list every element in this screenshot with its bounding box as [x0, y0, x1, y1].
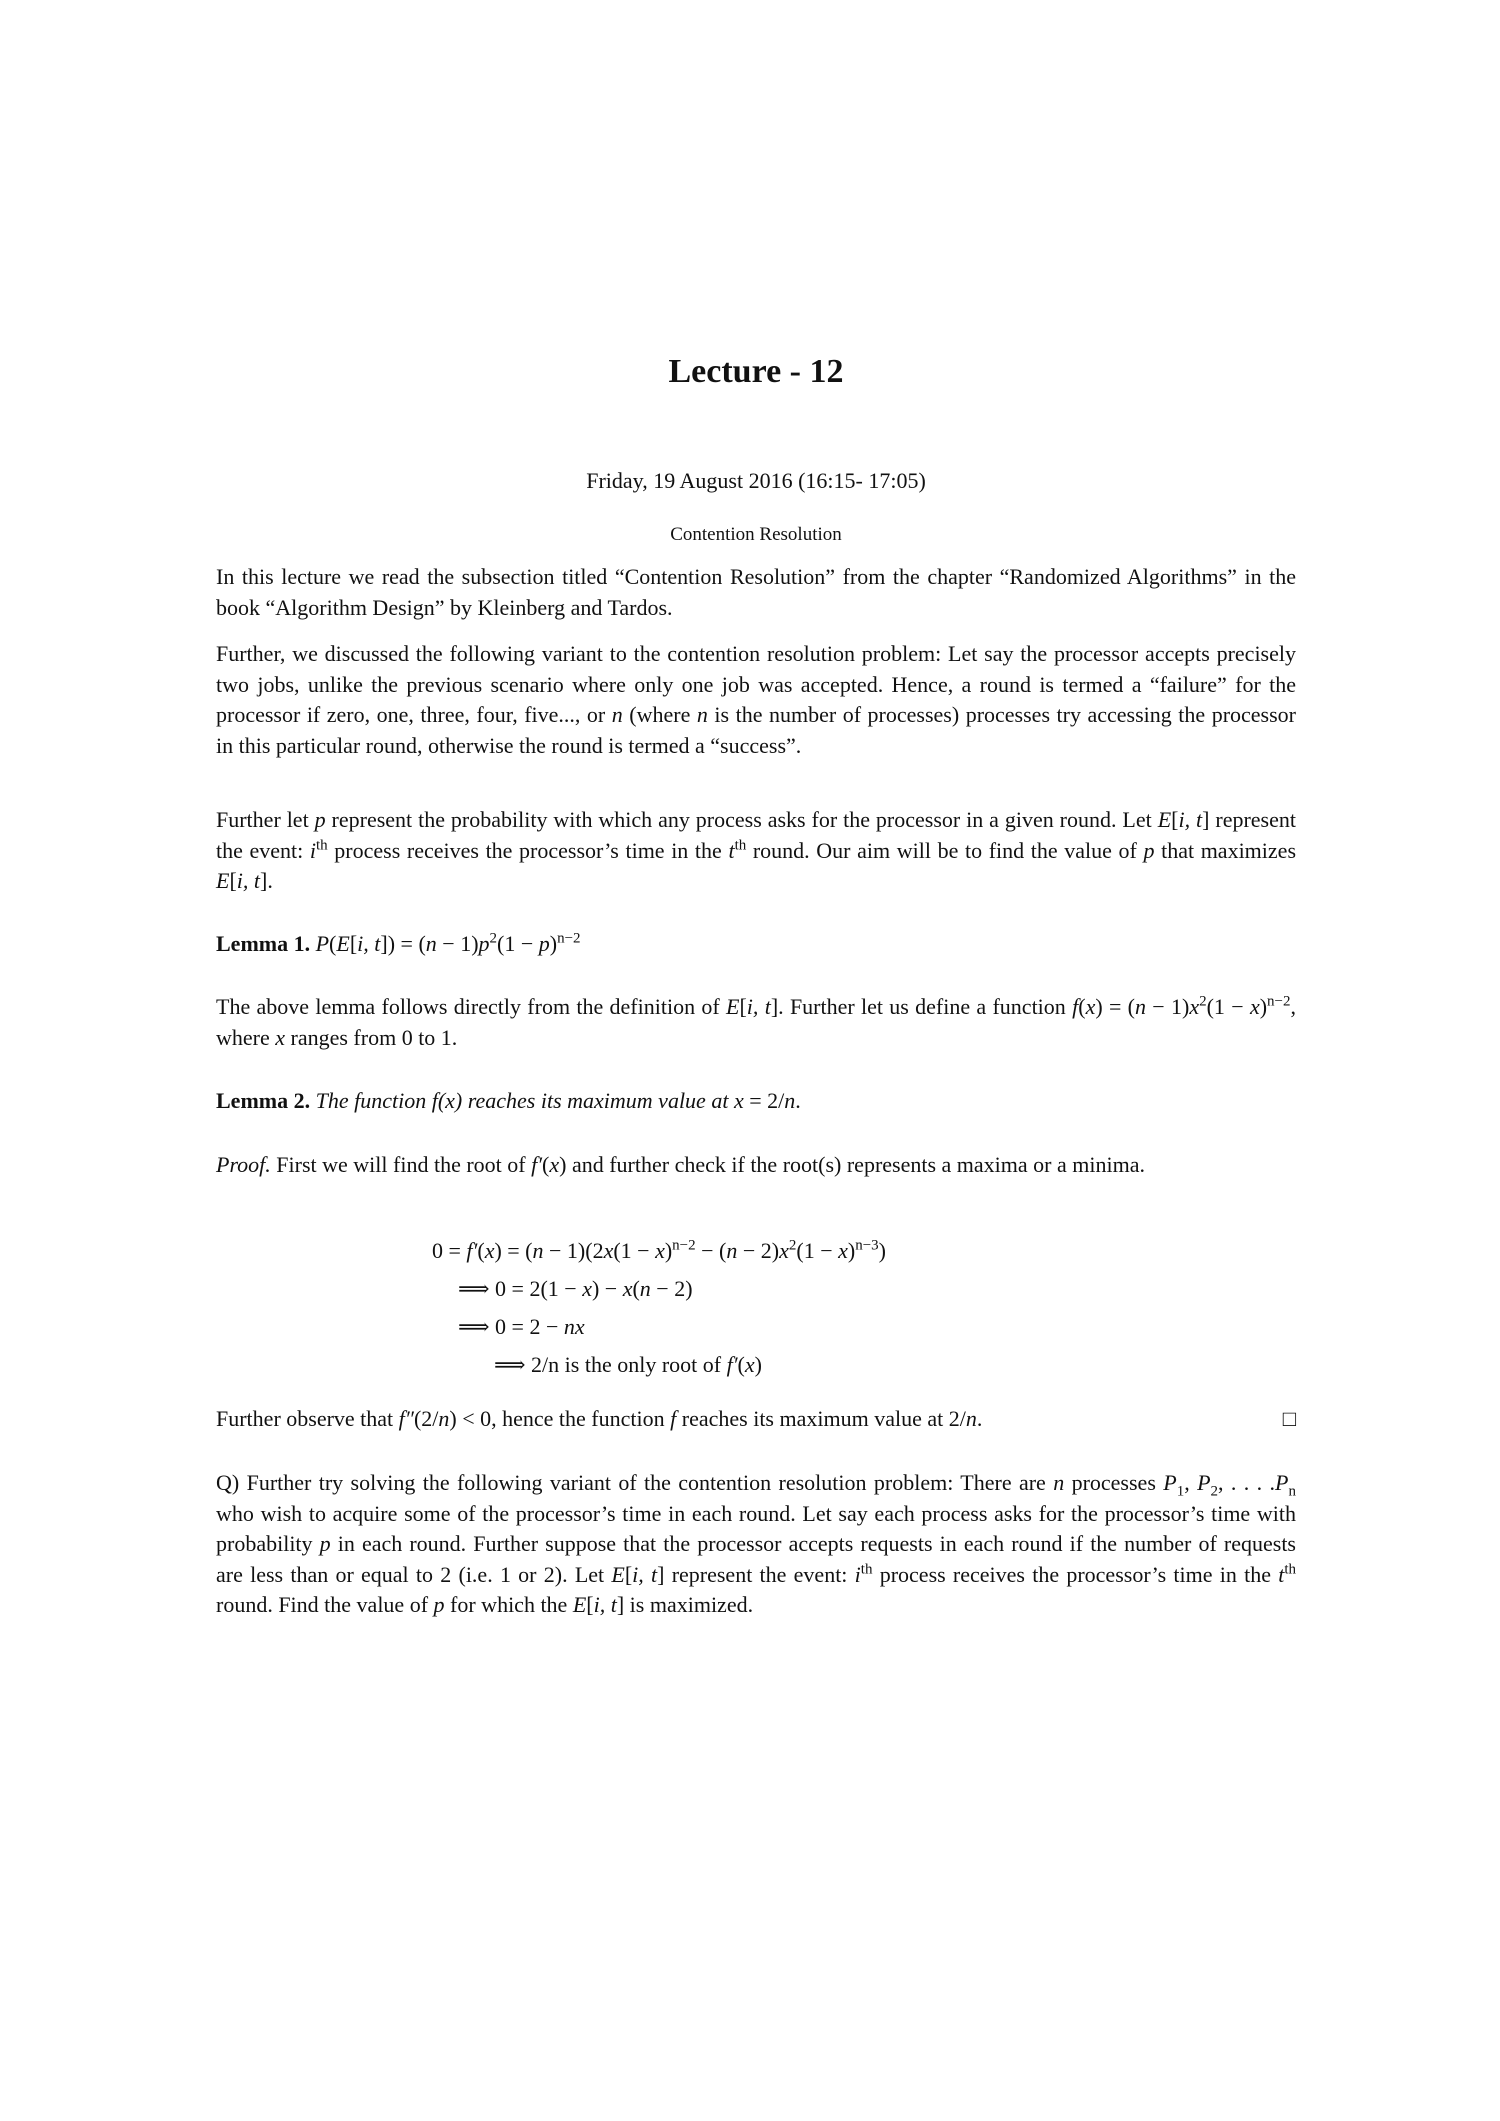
math-symbol: n: [438, 1406, 450, 1431]
math-symbol: p: [433, 1592, 445, 1617]
math-symbol: x: [838, 1238, 848, 1263]
math-symbol: i, t: [746, 994, 771, 1019]
text-segment: Lemma 2.: [216, 1088, 311, 1113]
math-symbol: x: [655, 1238, 665, 1263]
math-symbol: x: [1189, 994, 1200, 1019]
math-symbol: f″: [398, 1406, 414, 1431]
math-symbol: E: [572, 1592, 587, 1617]
text-segment: ): [847, 1238, 856, 1263]
text-segment: ].: [260, 868, 273, 893]
text-segment: ]) = (: [380, 931, 426, 956]
equation-line-1: [432, 1236, 886, 1266]
qed-icon: □: [1282, 1406, 1296, 1431]
proof-conclusion: [216, 1404, 1296, 1435]
text-segment: ) −: [591, 1276, 623, 1301]
math-symbol: n: [965, 1406, 977, 1431]
math-symbol: x: [445, 1088, 455, 1113]
text-segment: .: [976, 1406, 983, 1431]
text-segment: ⟹ 0 = 2 −: [458, 1314, 564, 1339]
text-segment: ) < 0, hence the function: [449, 1406, 671, 1431]
math-symbol: n: [611, 702, 623, 727]
text-segment: (1 −: [497, 931, 539, 956]
text-segment: ⟹ 0 = 2(1 −: [458, 1276, 583, 1301]
text-segment: ]. Further let us define a function: [770, 994, 1073, 1019]
text-segment: ] is maximized.: [616, 1592, 754, 1617]
text-segment: [: [624, 1561, 633, 1587]
math-symbol: x: [622, 1276, 633, 1301]
text-segment: ): [754, 1352, 762, 1377]
math-symbol: p: [314, 807, 326, 832]
text-segment: ,: [1184, 1470, 1198, 1495]
math-symbol: P: [315, 931, 330, 956]
text-segment: ) = (: [494, 1238, 533, 1263]
math-symbol: t: [728, 837, 735, 863]
text-segment: is the number of processes) processes try accessing the processor in this particular round, otherwise the round is termed a “success”.: [216, 702, 1296, 758]
variant-paragraph: [216, 639, 1296, 761]
text-segment: [: [349, 931, 358, 956]
text-segment: n: [1288, 1483, 1296, 1500]
text-segment: process receives the processor’s time in the: [872, 1561, 1279, 1587]
text-segment: − 2): [737, 1238, 780, 1263]
text-segment: In this lecture we read the subsection titled “Contention Resolution” from the chapter “Randomized Algorithms” in the book “Algorithm Design” by Kleinberg and Tardos.: [216, 564, 1296, 620]
text-segment: that maximizes: [1154, 837, 1297, 863]
text-segment: [: [229, 868, 237, 893]
text-segment: (: [329, 931, 337, 956]
text-segment: n−3: [855, 1237, 879, 1254]
text-segment: reaches its maximum value at 2/: [676, 1406, 966, 1431]
text-segment: Q) Further try solving the following variant of the contention resolution problem: There are: [216, 1470, 1054, 1495]
math-symbol: i, t: [632, 1561, 658, 1587]
math-symbol: x: [603, 1238, 614, 1263]
text-segment: Further observe that: [216, 1406, 399, 1431]
text-segment: 2: [1210, 1483, 1219, 1500]
text-segment: − 1)(2: [543, 1238, 604, 1263]
math-symbol: n: [696, 702, 708, 727]
text-segment: , . . . .: [1218, 1470, 1276, 1495]
text-segment: n−2: [557, 930, 581, 947]
equation-line-3: [458, 1312, 585, 1342]
text-segment: ): [664, 1238, 673, 1263]
math-symbol: x: [582, 1276, 592, 1301]
text-segment: ): [549, 931, 558, 956]
conclusion-text: [216, 1406, 982, 1431]
math-symbol: f: [670, 1406, 677, 1431]
math-symbol: x: [549, 1152, 560, 1177]
text-segment: in each round. Further suppose that the processor accepts requests in each round if the number of requests are less than or equal to 2 (i.e. 1 or 2). Let: [216, 1531, 1296, 1587]
intro-paragraph: [216, 562, 1296, 623]
text-segment: ): [1259, 994, 1268, 1019]
probability-paragraph: [216, 805, 1296, 897]
equation-line-4: [494, 1350, 762, 1380]
math-symbol: n: [1135, 994, 1146, 1019]
math-symbol: n: [1053, 1470, 1065, 1495]
text-segment: Further let: [216, 807, 315, 832]
text-segment: [: [1171, 807, 1179, 832]
text-segment: ): [878, 1238, 886, 1263]
math-symbol: f: [431, 1088, 438, 1113]
math-symbol: i: [854, 1561, 861, 1587]
text-segment: ranges from 0 to 1.: [285, 1024, 458, 1050]
math-symbol: E: [611, 1561, 625, 1587]
math-symbol: x: [1249, 994, 1260, 1019]
math-symbol: p: [538, 931, 550, 956]
lemma-1: [216, 929, 1296, 960]
equation-line-2: [458, 1274, 693, 1304]
math-symbol: p: [478, 931, 490, 956]
text-segment: − 1): [436, 931, 479, 956]
text-segment: th: [1284, 1561, 1296, 1578]
text-segment: (2/: [413, 1406, 439, 1431]
text-segment: ) = (: [1095, 994, 1135, 1019]
function-definition-paragraph: [216, 992, 1296, 1053]
math-symbol: t: [1278, 1561, 1285, 1587]
text-segment: (: [542, 1152, 550, 1177]
text-segment: Proof.: [216, 1152, 271, 1177]
math-symbol: f′: [726, 1352, 738, 1377]
text-segment: (1 −: [1206, 994, 1250, 1019]
math-symbol: n: [532, 1238, 544, 1263]
math-symbol: E: [216, 868, 230, 893]
math-symbol: nx: [563, 1314, 585, 1339]
text-segment: (: [737, 1352, 745, 1377]
math-symbol: p: [1143, 837, 1155, 863]
text-segment: (: [477, 1238, 485, 1263]
text-segment: First we will find the root of: [270, 1152, 532, 1177]
math-symbol: i, t: [593, 1592, 617, 1617]
text-segment: − (: [695, 1238, 727, 1263]
text-segment: [: [739, 994, 747, 1019]
text-segment: processes: [1064, 1470, 1164, 1495]
text-segment: ] represent the event:: [657, 1561, 855, 1587]
math-symbol: P: [1163, 1470, 1177, 1495]
text-segment: 1: [1176, 1483, 1185, 1500]
text-segment: round. Find the value of: [216, 1592, 434, 1617]
math-symbol: i, t: [236, 868, 261, 893]
math-symbol: n: [784, 1088, 796, 1113]
math-symbol: f′: [466, 1238, 478, 1263]
math-symbol: f′: [531, 1152, 543, 1177]
math-symbol: i: [309, 837, 316, 863]
text-segment: n−2: [672, 1237, 696, 1254]
text-segment: The above lemma follows directly from the definition of: [216, 994, 726, 1019]
text-segment: .: [795, 1088, 801, 1113]
text-segment: Further, we discussed the following variant to the contention resolution problem: Let say the processor accepts precisely two jobs, unlike the previous scenario where only one job was accepted. Hence, a round is termed a “failure” for the processor if zero, one, three, four, five..., or: [216, 641, 1296, 727]
math-symbol: x: [275, 1024, 286, 1050]
text-segment: round. Our aim will be to find the value of: [746, 837, 1144, 863]
math-symbol: P: [1275, 1470, 1289, 1495]
exercise-question: [216, 1468, 1296, 1621]
math-symbol: x: [733, 1088, 744, 1113]
text-segment: process receives the processor’s time in the: [327, 837, 729, 863]
proof-intro: [216, 1150, 1296, 1181]
text-segment: 2: [1199, 993, 1207, 1010]
math-symbol: f: [1072, 994, 1079, 1019]
text-segment: ] represent the event:: [216, 807, 1296, 863]
text-segment: = 2/: [743, 1088, 785, 1113]
text-segment: ) and further check if the root(s) represents a maxima or a minima.: [559, 1152, 1145, 1177]
text-segment: (where: [622, 702, 697, 727]
text-segment: th: [734, 837, 747, 854]
lemma-2: [216, 1086, 1296, 1117]
math-symbol: p: [319, 1531, 331, 1556]
math-symbol: x: [779, 1238, 789, 1263]
math-symbol: E: [726, 994, 740, 1019]
page-title: Lecture - 12: [668, 353, 844, 390]
math-symbol: x: [484, 1238, 495, 1263]
text-segment: ) reaches its maximum value at: [454, 1088, 734, 1113]
text-segment: ⟹ 2/n is the only root of: [494, 1352, 727, 1377]
math-symbol: E: [1157, 807, 1172, 832]
text-segment: (: [437, 1088, 446, 1113]
math-symbol: n: [639, 1276, 651, 1301]
lecture-date: Friday, 19 August 2016 (16:15- 17:05): [586, 468, 926, 493]
lecture-topic: Contention Resolution: [670, 524, 842, 545]
text-segment: (1 −: [796, 1238, 839, 1263]
text-segment: 0 =: [432, 1238, 467, 1263]
text-segment: 2: [489, 930, 498, 947]
math-symbol: i, t: [357, 931, 381, 956]
text-segment: for which the: [444, 1592, 573, 1617]
text-segment: 2: [788, 1237, 797, 1254]
math-symbol: x: [744, 1352, 755, 1377]
text-segment: The function: [315, 1088, 432, 1113]
math-symbol: n: [425, 931, 437, 956]
text-segment: Lemma 1.: [216, 931, 311, 956]
text-segment: who wish to acquire some of the processor’s time in each round. Let say each process asks for the processor’s time with probability: [216, 1500, 1296, 1556]
math-symbol: E: [336, 931, 350, 956]
math-symbol: x: [1085, 994, 1096, 1019]
text-segment: th: [860, 1561, 873, 1578]
text-segment: th: [316, 837, 328, 854]
text-segment: [: [586, 1592, 594, 1617]
text-segment: represent the probability with which any process asks for the processor in a given round. Let: [325, 807, 1158, 832]
math-symbol: i, t: [1178, 807, 1203, 832]
math-symbol: n: [726, 1238, 738, 1263]
math-symbol: P: [1197, 1470, 1211, 1495]
text-segment: (: [1078, 994, 1086, 1019]
text-segment: n−2: [1267, 993, 1291, 1010]
text-segment: (: [632, 1276, 640, 1301]
text-segment: − 1): [1146, 994, 1190, 1019]
text-segment: , where: [216, 994, 1297, 1050]
text-segment: − 2): [650, 1276, 693, 1301]
text-segment: (1 −: [613, 1238, 656, 1263]
